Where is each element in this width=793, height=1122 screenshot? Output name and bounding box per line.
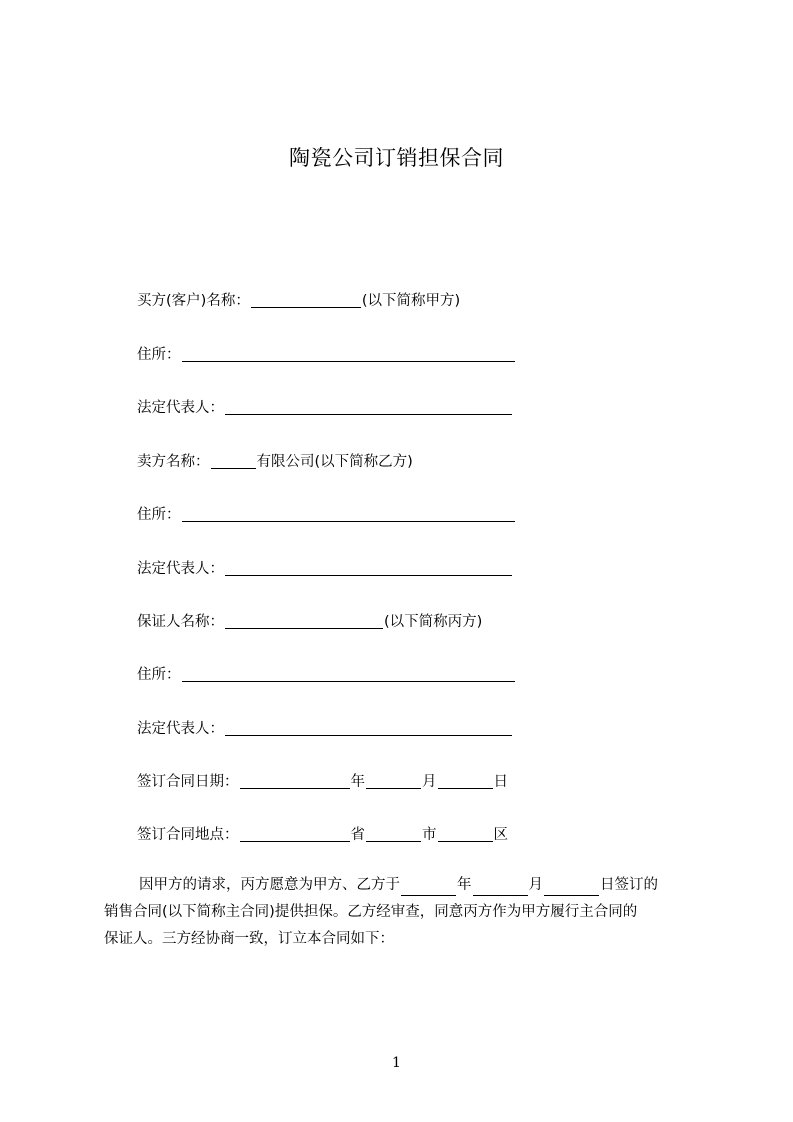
seller-address-blank[interactable]: [182, 507, 515, 522]
buyer-name-label: 买方(客户)名称：: [137, 293, 250, 309]
sign-day-blank[interactable]: [438, 774, 493, 789]
contract-year-blank[interactable]: [401, 881, 456, 896]
seller-rep-blank[interactable]: [225, 561, 512, 576]
guarantor-rep-blank[interactable]: [225, 721, 512, 736]
contract-month-unit: 月: [528, 877, 543, 893]
buyer-rep-blank[interactable]: [225, 400, 512, 415]
sign-year-blank[interactable]: [240, 774, 350, 789]
sign-month-unit: 月: [422, 774, 437, 790]
guarantor-rep-label: 法定代表人：: [137, 721, 224, 737]
sign-date-line: [137, 772, 508, 792]
intro-line-1-text: 因甲方的请求，丙方愿意为甲方、乙方于: [139, 877, 400, 893]
buyer-rep-label: 法定代表人：: [137, 400, 224, 416]
sign-year-unit: 年: [350, 774, 365, 790]
buyer-address-line: [137, 345, 516, 365]
seller-name-suffix: 有限公司(以下简称乙方): [256, 454, 413, 470]
seller-address-line: [137, 505, 516, 525]
guarantor-name-label: 保证人名称：: [137, 614, 224, 630]
guarantor-name-suffix: (以下简称丙方): [384, 614, 483, 630]
page-number: 1: [392, 1055, 401, 1071]
seller-rep-label: 法定代表人：: [137, 561, 224, 577]
contract-day-suffix: 日签订的: [600, 877, 658, 893]
intro-line-3: [104, 926, 702, 953]
contract-day-blank[interactable]: [544, 881, 599, 896]
seller-rep-line: [137, 559, 513, 579]
sign-city-blank[interactable]: [366, 827, 421, 842]
document-title: 陶瓷公司订销担保合同: [289, 146, 504, 170]
seller-name-blank[interactable]: [211, 454, 256, 469]
buyer-address-label: 住所：: [137, 347, 181, 363]
sign-district-unit: 区: [493, 827, 508, 843]
intro-line-3-text: 保证人。三方经协商一致，订立本合同如下：: [104, 931, 394, 947]
sign-province-blank[interactable]: [240, 827, 350, 842]
intro-line-2-text: 销售合同(以下简称主合同)提供担保。乙方经审查，同意丙方作为甲方履行主合同的: [104, 904, 638, 920]
contract-year-unit: 年: [457, 877, 472, 893]
guarantor-name-blank[interactable]: [225, 614, 383, 629]
guarantor-address-label: 住所：: [137, 667, 181, 683]
guarantor-rep-line: [137, 719, 513, 739]
guarantor-name-line: [137, 612, 482, 632]
guarantor-address-line: [137, 665, 516, 685]
guarantor-address-blank[interactable]: [182, 667, 515, 682]
sign-place-label: 签订合同地点：: [137, 827, 239, 843]
sign-city-unit: 市: [422, 827, 437, 843]
seller-name-label: 卖方名称：: [137, 454, 210, 470]
sign-month-blank[interactable]: [366, 774, 421, 789]
buyer-rep-line: [137, 398, 513, 418]
sign-date-label: 签订合同日期：: [137, 774, 239, 790]
contract-month-blank[interactable]: [473, 881, 528, 896]
buyer-name-suffix: (以下简称甲方): [361, 293, 461, 309]
buyer-address-blank[interactable]: [182, 347, 515, 362]
intro-paragraph: [104, 872, 702, 953]
seller-address-label: 住所：: [137, 507, 181, 523]
sign-day-unit: 日: [493, 774, 508, 790]
sign-place-line: [137, 825, 508, 845]
intro-line-2: [104, 899, 702, 926]
sign-province-unit: 省: [350, 827, 365, 843]
intro-line-1: [104, 872, 702, 899]
seller-name-line: [137, 452, 413, 472]
buyer-name-blank[interactable]: [251, 293, 361, 308]
sign-district-blank[interactable]: [438, 827, 493, 842]
buyer-name-line: [137, 291, 460, 311]
